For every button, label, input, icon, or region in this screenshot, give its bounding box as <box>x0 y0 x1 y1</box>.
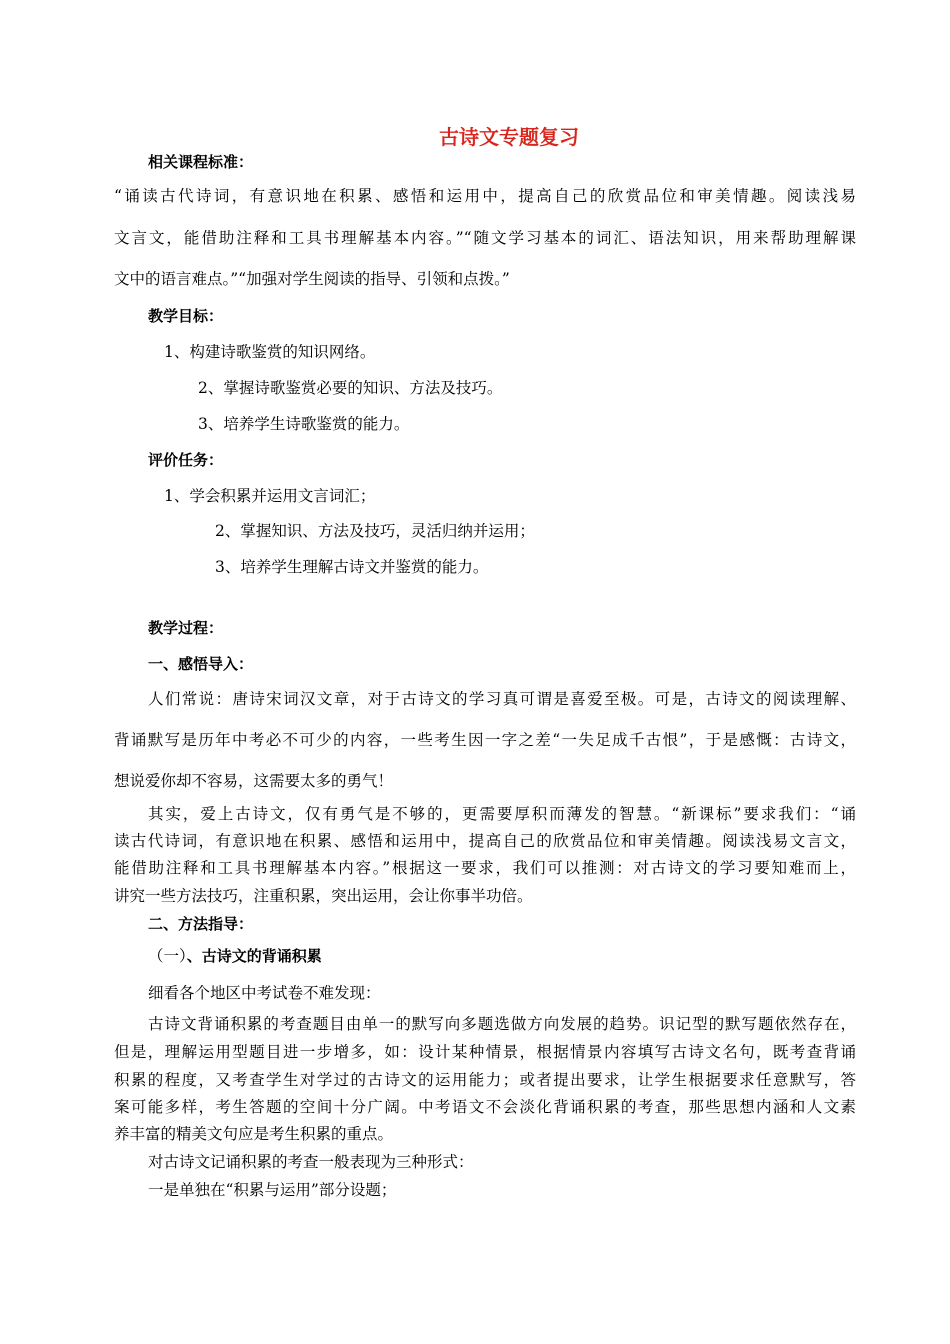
task-item: 3、培养学生理解古诗文并鉴赏的能力。 <box>215 558 489 576</box>
paragraph-line: 案可能多样，考生答题的空间十分广阔。中考语文不会淡化背诵积累的考查，那些思想内涵和人文素 <box>114 1098 856 1116</box>
paragraph-line: 其实，爱上古诗文，仅有勇气是不够的，更需要厚积而薄发的智慧。“新课标”要求我们：“诵 <box>148 805 856 823</box>
paragraph-line: 但是，理解运用型题目进一步增多，如：设计某种情景，根据情景内容填写古诗文名句，既考查背诵 <box>114 1043 856 1061</box>
paragraph-line: 读古代诗词，有意识地在积累、感悟和运用中，提高自己的欣赏品位和审美情趣。阅读浅易文言文， <box>114 832 856 850</box>
paragraph-line: 能借助注释和工具书理解基本内容。”根据这一要求，我们可以推测：对古诗文的学习要知难而上， <box>114 859 856 877</box>
task-item: 1、学会积累并运用文言词汇； <box>164 487 376 505</box>
paragraph-line: 对古诗文记诵积累的考查一般表现为三种形式： <box>148 1153 474 1171</box>
heading-standards: 相关课程标准： <box>148 153 254 171</box>
paragraph-line: 细看各个地区中考试卷不难发现： <box>148 984 381 1002</box>
heading-process: 教学过程： <box>148 619 224 637</box>
heading-goals: 教学目标： <box>148 307 224 325</box>
paragraph-line: 积累的程度，又考查学生对学过的古诗文的运用能力；或者提出要求，让学生根据要求任意默写，答 <box>114 1071 856 1089</box>
goal-item: 1、构建诗歌鉴赏的知识网络。 <box>164 343 376 361</box>
goal-item: 3、培养学生诗歌鉴赏的能力。 <box>198 415 410 433</box>
subsection-prefix: （一） <box>148 947 187 965</box>
standards-line: 文言文，能借助注释和工具书理解基本内容。”“随文学习基本的词汇、语法知识，用来帮助理解课 <box>114 229 856 247</box>
paragraph-line: 人们常说：唐诗宋词汉文章，对于古诗文的学习真可谓是喜爱至极。可是，古诗文的阅读理解、 <box>148 690 856 708</box>
paragraph-line: 一是单独在“积累与运用”部分设题； <box>148 1181 397 1199</box>
paragraph-line: 古诗文背诵积累的考查题目由单一的默写向多题选做方向发展的趋势。识记型的默写题依然存在， <box>148 1015 856 1033</box>
paragraph-line: 背诵默写是历年中考必不可少的内容，一些考生因一字之差“一失足成千古恨”，于是感慨：古诗文， <box>114 731 856 749</box>
standards-line: 文中的语言难点。”“加强对学生阅读的指导、引领和点拨。” <box>114 270 510 288</box>
goal-item: 2、掌握诗歌鉴赏必要的知识、方法及技巧。 <box>198 379 503 397</box>
paragraph-line: 养丰富的精美文句应是考生积累的重点。 <box>114 1125 394 1143</box>
standards-line: “诵读古代诗词，有意识地在积累、感悟和运用中，提高自己的欣赏品位和审美情趣。阅读浅易 <box>114 187 856 205</box>
paragraph-line: 想说爱你却不容易，这需要太多的勇气！ <box>114 772 394 790</box>
subsection-heading <box>148 946 322 966</box>
task-item: 2、掌握知识、方法及技巧，灵活归纳并运用； <box>215 522 535 540</box>
heading-tasks: 评价任务： <box>148 451 224 469</box>
subsection-title: 、古诗文的背诵积累 <box>186 947 322 965</box>
heading-section-1: 一、感悟导入： <box>148 655 254 673</box>
heading-section-2: 二、方法指导： <box>148 915 254 933</box>
page-title: 古诗文专题复习 <box>439 125 579 149</box>
paragraph-line: 讲究一些方法技巧，注重积累，突出运用，会让你事半功倍。 <box>114 887 533 905</box>
